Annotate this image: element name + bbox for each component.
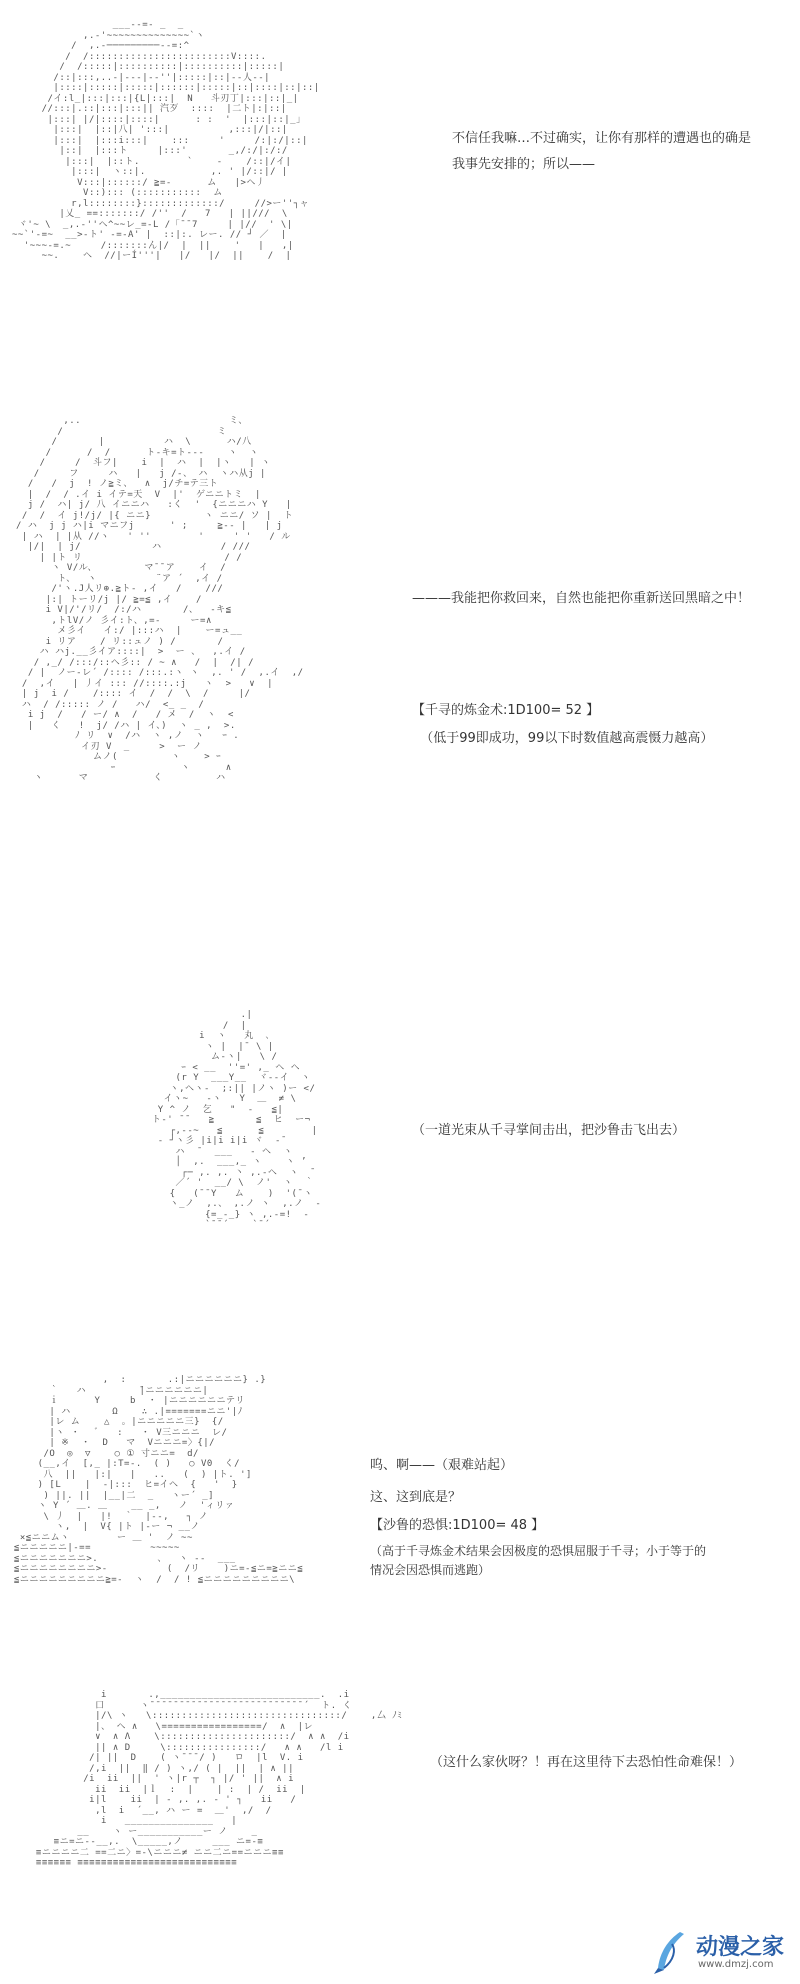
narration-text-3: （一道光束从千寻掌间击出，把沙鲁击飞出去） [412, 1123, 686, 1138]
ascii-art-character-2: ,.. ミ、 / ミ / | ハ \ ハ/八 / / / ト‐キ=ト‐‐‐ ヽ ヽ / / 斗フ| i | ハ | |ヽ | ヽ / フ ハ | j /-、 ハ ヽハ从j | / / j ! ノ≧ミ、 ∧ j/チ=テ三ト | / / .イ i イテ=天 V |' ゲニニトミ | j / ハ| j/ 八 イニニハ :く ' {ニニニハ Y | / / イ j!/j/ |{ ニニ} ヽ ニニ/ ソ | ト / ハ j j ハ|i マニフj ' ; ≧-‐ | | j | ハ | |从 //ヽ ' '' ' ' ' / ル |/| | j/ ハ / /// | |ト リ / / ヽ V/ル、 マ¯¯ア イ / ト、 ヽ ¨ア ´ ,イ / /'ヽ.J人リ⊕.≧ト‐ ,イ / /// |:| トーリ/j |/ ≧=≦ ,イ / i V|/'/リ/ /:/ハ /、 -キ≦ ,トlV/ノ 彡イ:ト、,=- ー=∧ メ彡イ イ:/ |:::ハ | ー=ュ__ i リア / リ::ュノ ) / / ハ ハj.__彡イア::::| > ー 、 ,.イ / / ,_/ /:::/::ヘ彡:: / ~ ∧ / | /| / / | ノー‐レ´ /:::: /:::.:ヽ ヽ ,. ' / ,.イ ,/ / ,イ | 丿イ ::: //::::.:j ヽ > ∨ | | j i / /:::: イ / / \ / |/ ハ / /::::: ノ / ハ/ <_ _ / i j / / ー/ ∧ / / メ / ヽ < | く ! j/ /ハ | イ、) ヽ _ , >. ﾉ リ ∨ /ハ ヽ ,ノ ヽ ｰ . イ刃 V _ > ー ノ ムノ( ヽ > ｰ ｰ ヽ ∧ ヽ マ く ハ [16, 416, 304, 783]
dialogue-text-5: （这什么家伙呀？！再在这里待下去恐怕性命难保！） [430, 1755, 743, 1770]
panel-2 [0, 400, 800, 940]
dialogue-text-1: 不信任我嘛…不过确实，让你有那样的遭遇也的确是 我事先安排的；所以—— [452, 131, 752, 172]
dialogue-text-4a: 呜、啊——（艰难站起） [370, 1458, 514, 1473]
dialogue-text-2: ———我能把你救回来，自然也能把你重新送回黑暗之中！ [412, 591, 751, 606]
watermark-url: www.dmzj.com [698, 1959, 774, 1970]
watermark-name: 动漫之家 [696, 1935, 785, 1960]
dice-result-alchemy: 【千寻的炼金术:1D100= 52 】 [412, 703, 600, 718]
ascii-art-character-4: , : .:|ニニニニニニ} .} ｀ ハ ̄|ニニニニニニ| ｉ Y b ・ |ニニニニニニテリ | ハ Ω ∴ .|=======ニニ'|ﾉ |レ ム △ 。|ニニニニニ三} {/ |ヽ ・ ﾞ : ・ V三ニニニ レ/ | ※ ・ D マ Vニニニ=〉{|/ /O ◎ ▽ ○ ① 寸ニニ= d/ (__,イ [,_ |:T=-. ( ) ○ V0 く/ 八 || |:| | .. ( ) |ト. '] ) [L | ‐|::: ヒ=イヘ { ' } ) ||. || |__|二 _ ヽー´ _] ヽ Y ´ ＿. ＿ __ _, ノ 'ィリァ \ 丿 | |! ｀ |‐-, ┐ ノ ヽ, | V{ |ト |‐ー ¬ __ノ ×≦ニニムヽ ー ＿ ' ノ ~~ ≦ニニニニニ|-== ~~~~~ ≦ニニニニニニニ>. 、 ヽ -- ___ ≦ニニニニニニニニ>- ( /リ )ニ=-≦ニ=≧ニニ≦ ≦ニニニニニニニニニ≧=- ヽ / / ! ≦ニニニニニニニニニ\ [13, 1375, 304, 1585]
dice-result-fear: 【沙鲁的恐惧:1D100= 48 】 [370, 1518, 545, 1533]
panel-1 [0, 0, 800, 380]
dice-rule-note-4a: （高于千寻炼金术结果会因极度的恐惧屈服于千寻；小于等于的 [370, 1544, 707, 1558]
ascii-art-character-5: i .,___________________________. .i 口 ヽ¯¯¯¯¯¯¯¯¯¯¯¯¯¯¯¯¯¯¯¯¯¯¯¯¯¯´ ト. く |/\ ヽ \::::::::::::::::::::::::::::::::/ ,厶 ﾉﾐ |、 ヘ ∧ \=================/ ∧ |レ ∨ ∧ Λ \::::::::::::::::::::::/ ∧ ∧ /i || ∧ D \::::::::::::::::/ ∧ ∧ /l i /| || D ( ヽ¯¯¯/ ) ロ |l V. i /,i || ‖ / ) ヽ,/ ( | || | ∧ || /i ii || ' ヽ|r ┬ ┐ |/ ' || ∧ i ii ii |ｌ : | | : | / ii | i|l ii | ‐ ,. ,. ‐ ' ┐ ii / ,l i ´__, ハ ー = ＿' ,/ / i _______________ | __ ヽ ー___________ー ノ _ ≡ニ=ニ‐-__,. \_____,ノ ___ ニ=-≡ ≡ニニニニ二 ==二ニ〉=-\ニニニ≠ ニニ二ニ==ニニニ≡≡ ≡≡≡≡≡≡ ≡≡≡≡≡≡≡≡≡≡≡≡≡≡≡≡≡≡≡≡≡≡≡≡≡≡≡ [35, 1690, 403, 1868]
dice-rule-note-4b: 情况会因恐惧而逃跑） [370, 1563, 491, 1577]
panel-4 [0, 1375, 800, 1635]
dialogue-text-4b: 这、这到底是？ [370, 1490, 462, 1505]
watermark [650, 1926, 790, 1978]
ascii-art-light-beam: .| / | i ヽ 丸 ､ ヽ | |¯ \ | ム‐ヽ| \ / ｰ < __ ''=' ,_ ヘ ヘ (r Y ___Y__ ヾ--イ ヽ ヽ,ヘヽ- ;:|| |ノヽ )ー </ イヽ~ -ヽ Y ＿ ≠ \ Y ^ ノ 乞 " ‐ ≦| ト-' ¯¯ ≧ ≦ ヒ ー¬ ┌,-‐~ ≦ ≦ | ‐ ┘ヽ彡 |i|i i|i ヾ ‐¯ ハ ¯ ___ ‐ ヘ ヽ │ ,. ___,_ ヽ ヽ ’ ┌─ ,. ,. 丶 ,.‐ヘ ヽ ̄ ／´ ' __/ \ ノ' ヽ ｀ { (¯¯Y ム ) '(¯ヽ ヽ_ノ ,.、 ,.ノ ヽ ,.ノ ‐ {=_‐_} ヽ ,.-=! ‐ `¯¯´ `¯´ [151, 1010, 322, 1230]
quill-logo-icon [650, 1930, 690, 1974]
ascii-art-character-1: ___--=- _ _ ,.-'~~~~~~~~~~~~~~`ヽ / ,.-─────────‐-=:^ / /::::::::::::::::::::::::V::::. / /:::::|::::::::::|::::::::::|:::::| /::|:::,..-|---|‐-''|:::::|::|--人--| |::::|:::::|:::::|::::::|:::::|::|::::|::|::| /イ:l_|:::|:::|{L|:::| N 斗刃丁|:::|::|_| //:::|.::|:::|:::|| 汽歹 :::: |二ト|:|::| |:::| |/|::::|::::| : : ' |:::|::|_」 |:::| |::|八| ':::| ,:::|/|::| |:::| |:::i:::| ::: ' /:|:/|::| |::| |:::ト |:::' _,/:/|:/:/ |:::| |::ト. ` - /::|/イ| |:::| ヽ::|. ,. ' |/::|/ | V:::|::::::/ ≧=- ム |>ヘ丿 V::)::: (::::::::::: ム r,l::::::::}:::::::::::::/ //>ー''┐ャ |乂_ ==:::::::/ /'' / 7 | ||/// \ ヾ'~ \ _,.-''ヘ^~~レ_=-L /「¯¯7 | |// ' \| ~~`'-=~ __>-ト' ‐=-A' | ::|:. レー. // ┘ ／ | '~~~-=.~ /:::::::ん|/ | || ' | ,| ~~. ヘ //|ーÍ'''| |/ |/ || / | [12, 20, 320, 261]
panel-3 [0, 1010, 800, 1300]
dice-rule-note: （低于99即成功，99以下时数值越高震慑力越高） [412, 731, 714, 746]
